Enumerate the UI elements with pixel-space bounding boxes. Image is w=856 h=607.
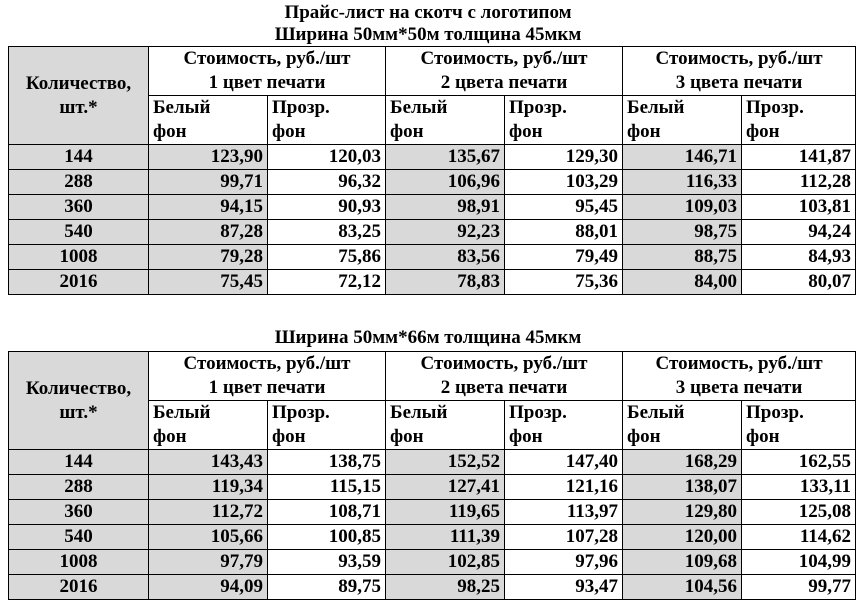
subheader-white: Белый фон xyxy=(149,96,268,145)
table-row xyxy=(9,575,856,600)
price-clear-cell: 162,55 xyxy=(742,450,856,475)
price-clear-cell: 129,30 xyxy=(505,145,623,170)
quantity-cell: 144 xyxy=(9,145,149,170)
price-white-cell: 105,66 xyxy=(149,525,268,550)
table-row xyxy=(9,170,856,195)
price-white-cell: 83,56 xyxy=(386,245,505,270)
price-clear-cell: 121,16 xyxy=(505,475,623,500)
subheader-white: Белый фон xyxy=(623,96,742,145)
price-white-cell: 87,28 xyxy=(149,220,268,245)
price-white-cell: 138,07 xyxy=(623,475,742,500)
price-white-cell: 127,41 xyxy=(386,475,505,500)
price-white-cell: 135,67 xyxy=(386,145,505,170)
quantity-cell: 2016 xyxy=(9,270,149,295)
table-row xyxy=(9,550,856,575)
price-white-cell: 120,00 xyxy=(623,525,742,550)
price-white-cell: 79,28 xyxy=(149,245,268,270)
table-body xyxy=(9,145,856,295)
price-clear-cell: 79,49 xyxy=(505,245,623,270)
price-white-cell: 109,03 xyxy=(623,195,742,220)
subheader-white: Белый фон xyxy=(149,401,268,450)
price-white-cell: 104,56 xyxy=(623,575,742,600)
price-clear-cell: 72,12 xyxy=(268,270,386,295)
price-white-cell: 152,52 xyxy=(386,450,505,475)
price-clear-cell: 104,99 xyxy=(742,550,856,575)
subheader-white: Белый фон xyxy=(623,401,742,450)
price-white-cell: 168,29 xyxy=(623,450,742,475)
price-white-cell: 102,85 xyxy=(386,550,505,575)
price-white-cell: 78,83 xyxy=(386,270,505,295)
price-clear-cell: 93,47 xyxy=(505,575,623,600)
price-clear-cell: 120,03 xyxy=(268,145,386,170)
subheader-white: Белый фон xyxy=(386,401,505,450)
price-white-cell: 112,72 xyxy=(149,500,268,525)
group-header-3-colors: Стоимость, руб./шт 3 цвета печати xyxy=(623,47,856,96)
price-clear-cell: 125,08 xyxy=(742,500,856,525)
price-white-cell: 116,33 xyxy=(623,170,742,195)
price-clear-cell: 112,28 xyxy=(742,170,856,195)
table-row xyxy=(9,475,856,500)
table-row xyxy=(9,500,856,525)
price-clear-cell: 99,77 xyxy=(742,575,856,600)
quantity-cell: 144 xyxy=(9,450,149,475)
quantity-cell: 288 xyxy=(9,170,149,195)
price-clear-cell: 94,24 xyxy=(742,220,856,245)
price-clear-cell: 90,93 xyxy=(268,195,386,220)
price-clear-cell: 147,40 xyxy=(505,450,623,475)
quantity-cell: 540 xyxy=(9,220,149,245)
table-head xyxy=(9,47,856,145)
group-header-1-color: Стоимость, руб./шт 1 цвет печати xyxy=(149,47,386,96)
quantity-header: Количество, шт.* xyxy=(9,47,149,145)
page-title: Прайс-лист на скотч с логотипом xyxy=(284,2,572,23)
subheader-clear: Прозр. фон xyxy=(505,96,623,145)
quantity-cell: 360 xyxy=(9,500,149,525)
price-white-cell: 97,79 xyxy=(149,550,268,575)
quantity-cell: 1008 xyxy=(9,245,149,270)
price-clear-cell: 75,86 xyxy=(268,245,386,270)
subheader-clear: Прозр. фон xyxy=(268,401,386,450)
table-row xyxy=(9,270,856,295)
quantity-cell: 288 xyxy=(9,475,149,500)
price-white-cell: 88,75 xyxy=(623,245,742,270)
price-clear-cell: 80,07 xyxy=(742,270,856,295)
price-clear-cell: 89,75 xyxy=(268,575,386,600)
price-clear-cell: 103,81 xyxy=(742,195,856,220)
price-white-cell: 98,25 xyxy=(386,575,505,600)
table-head xyxy=(9,352,856,450)
price-white-cell: 98,91 xyxy=(386,195,505,220)
quantity-cell: 360 xyxy=(9,195,149,220)
price-clear-cell: 107,28 xyxy=(505,525,623,550)
table-row xyxy=(9,195,856,220)
group-header-1-color: Стоимость, руб./шт 1 цвет печати xyxy=(149,352,386,401)
price-clear-cell: 100,85 xyxy=(268,525,386,550)
quantity-header: Количество, шт.* xyxy=(9,352,149,450)
price-white-cell: 75,45 xyxy=(149,270,268,295)
price-clear-cell: 103,29 xyxy=(505,170,623,195)
price-white-cell: 146,71 xyxy=(623,145,742,170)
price-white-cell: 119,65 xyxy=(386,500,505,525)
price-clear-cell: 93,59 xyxy=(268,550,386,575)
table-row xyxy=(9,145,856,170)
table-body xyxy=(9,450,856,600)
price-white-cell: 106,96 xyxy=(386,170,505,195)
group-header-2-colors: Стоимость, руб./шт 2 цвета печати xyxy=(386,47,623,96)
price-clear-cell: 84,93 xyxy=(742,245,856,270)
subheader-clear: Прозр. фон xyxy=(268,96,386,145)
price-white-cell: 109,68 xyxy=(623,550,742,575)
group-header-3-colors: Стоимость, руб./шт 3 цвета печати xyxy=(623,352,856,401)
price-clear-cell: 141,87 xyxy=(742,145,856,170)
price-clear-cell: 88,01 xyxy=(505,220,623,245)
price-white-cell: 99,71 xyxy=(149,170,268,195)
price-white-cell: 92,23 xyxy=(386,220,505,245)
subheader-white: Белый фон xyxy=(386,96,505,145)
price-table-50m xyxy=(8,46,856,295)
price-white-cell: 98,75 xyxy=(623,220,742,245)
price-clear-cell: 138,75 xyxy=(268,450,386,475)
price-white-cell: 143,43 xyxy=(149,450,268,475)
price-clear-cell: 133,11 xyxy=(742,475,856,500)
table-row xyxy=(9,220,856,245)
table-row xyxy=(9,245,856,270)
price-clear-cell: 114,62 xyxy=(742,525,856,550)
price-clear-cell: 97,96 xyxy=(505,550,623,575)
price-white-cell: 94,09 xyxy=(149,575,268,600)
table2-subtitle: Ширина 50мм*66м толщина 45мкм xyxy=(274,327,582,348)
price-clear-cell: 108,71 xyxy=(268,500,386,525)
price-white-cell: 94,15 xyxy=(149,195,268,220)
price-clear-cell: 83,25 xyxy=(268,220,386,245)
quantity-cell: 540 xyxy=(9,525,149,550)
table-row xyxy=(9,525,856,550)
price-clear-cell: 113,97 xyxy=(505,500,623,525)
table1-subtitle: Ширина 50мм*50м толщина 45мкм xyxy=(274,24,582,45)
price-white-cell: 84,00 xyxy=(623,270,742,295)
table-row xyxy=(9,450,856,475)
price-clear-cell: 75,36 xyxy=(505,270,623,295)
price-white-cell: 119,34 xyxy=(149,475,268,500)
subheader-clear: Прозр. фон xyxy=(505,401,623,450)
price-clear-cell: 96,32 xyxy=(268,170,386,195)
price-table-66m xyxy=(8,351,856,600)
quantity-cell: 1008 xyxy=(9,550,149,575)
quantity-cell: 2016 xyxy=(9,575,149,600)
price-white-cell: 123,90 xyxy=(149,145,268,170)
subheader-clear: Прозр. фон xyxy=(742,96,856,145)
subheader-clear: Прозр. фон xyxy=(742,401,856,450)
price-white-cell: 111,39 xyxy=(386,525,505,550)
price-white-cell: 129,80 xyxy=(623,500,742,525)
group-header-2-colors: Стоимость, руб./шт 2 цвета печати xyxy=(386,352,623,401)
price-clear-cell: 95,45 xyxy=(505,195,623,220)
price-clear-cell: 115,15 xyxy=(268,475,386,500)
